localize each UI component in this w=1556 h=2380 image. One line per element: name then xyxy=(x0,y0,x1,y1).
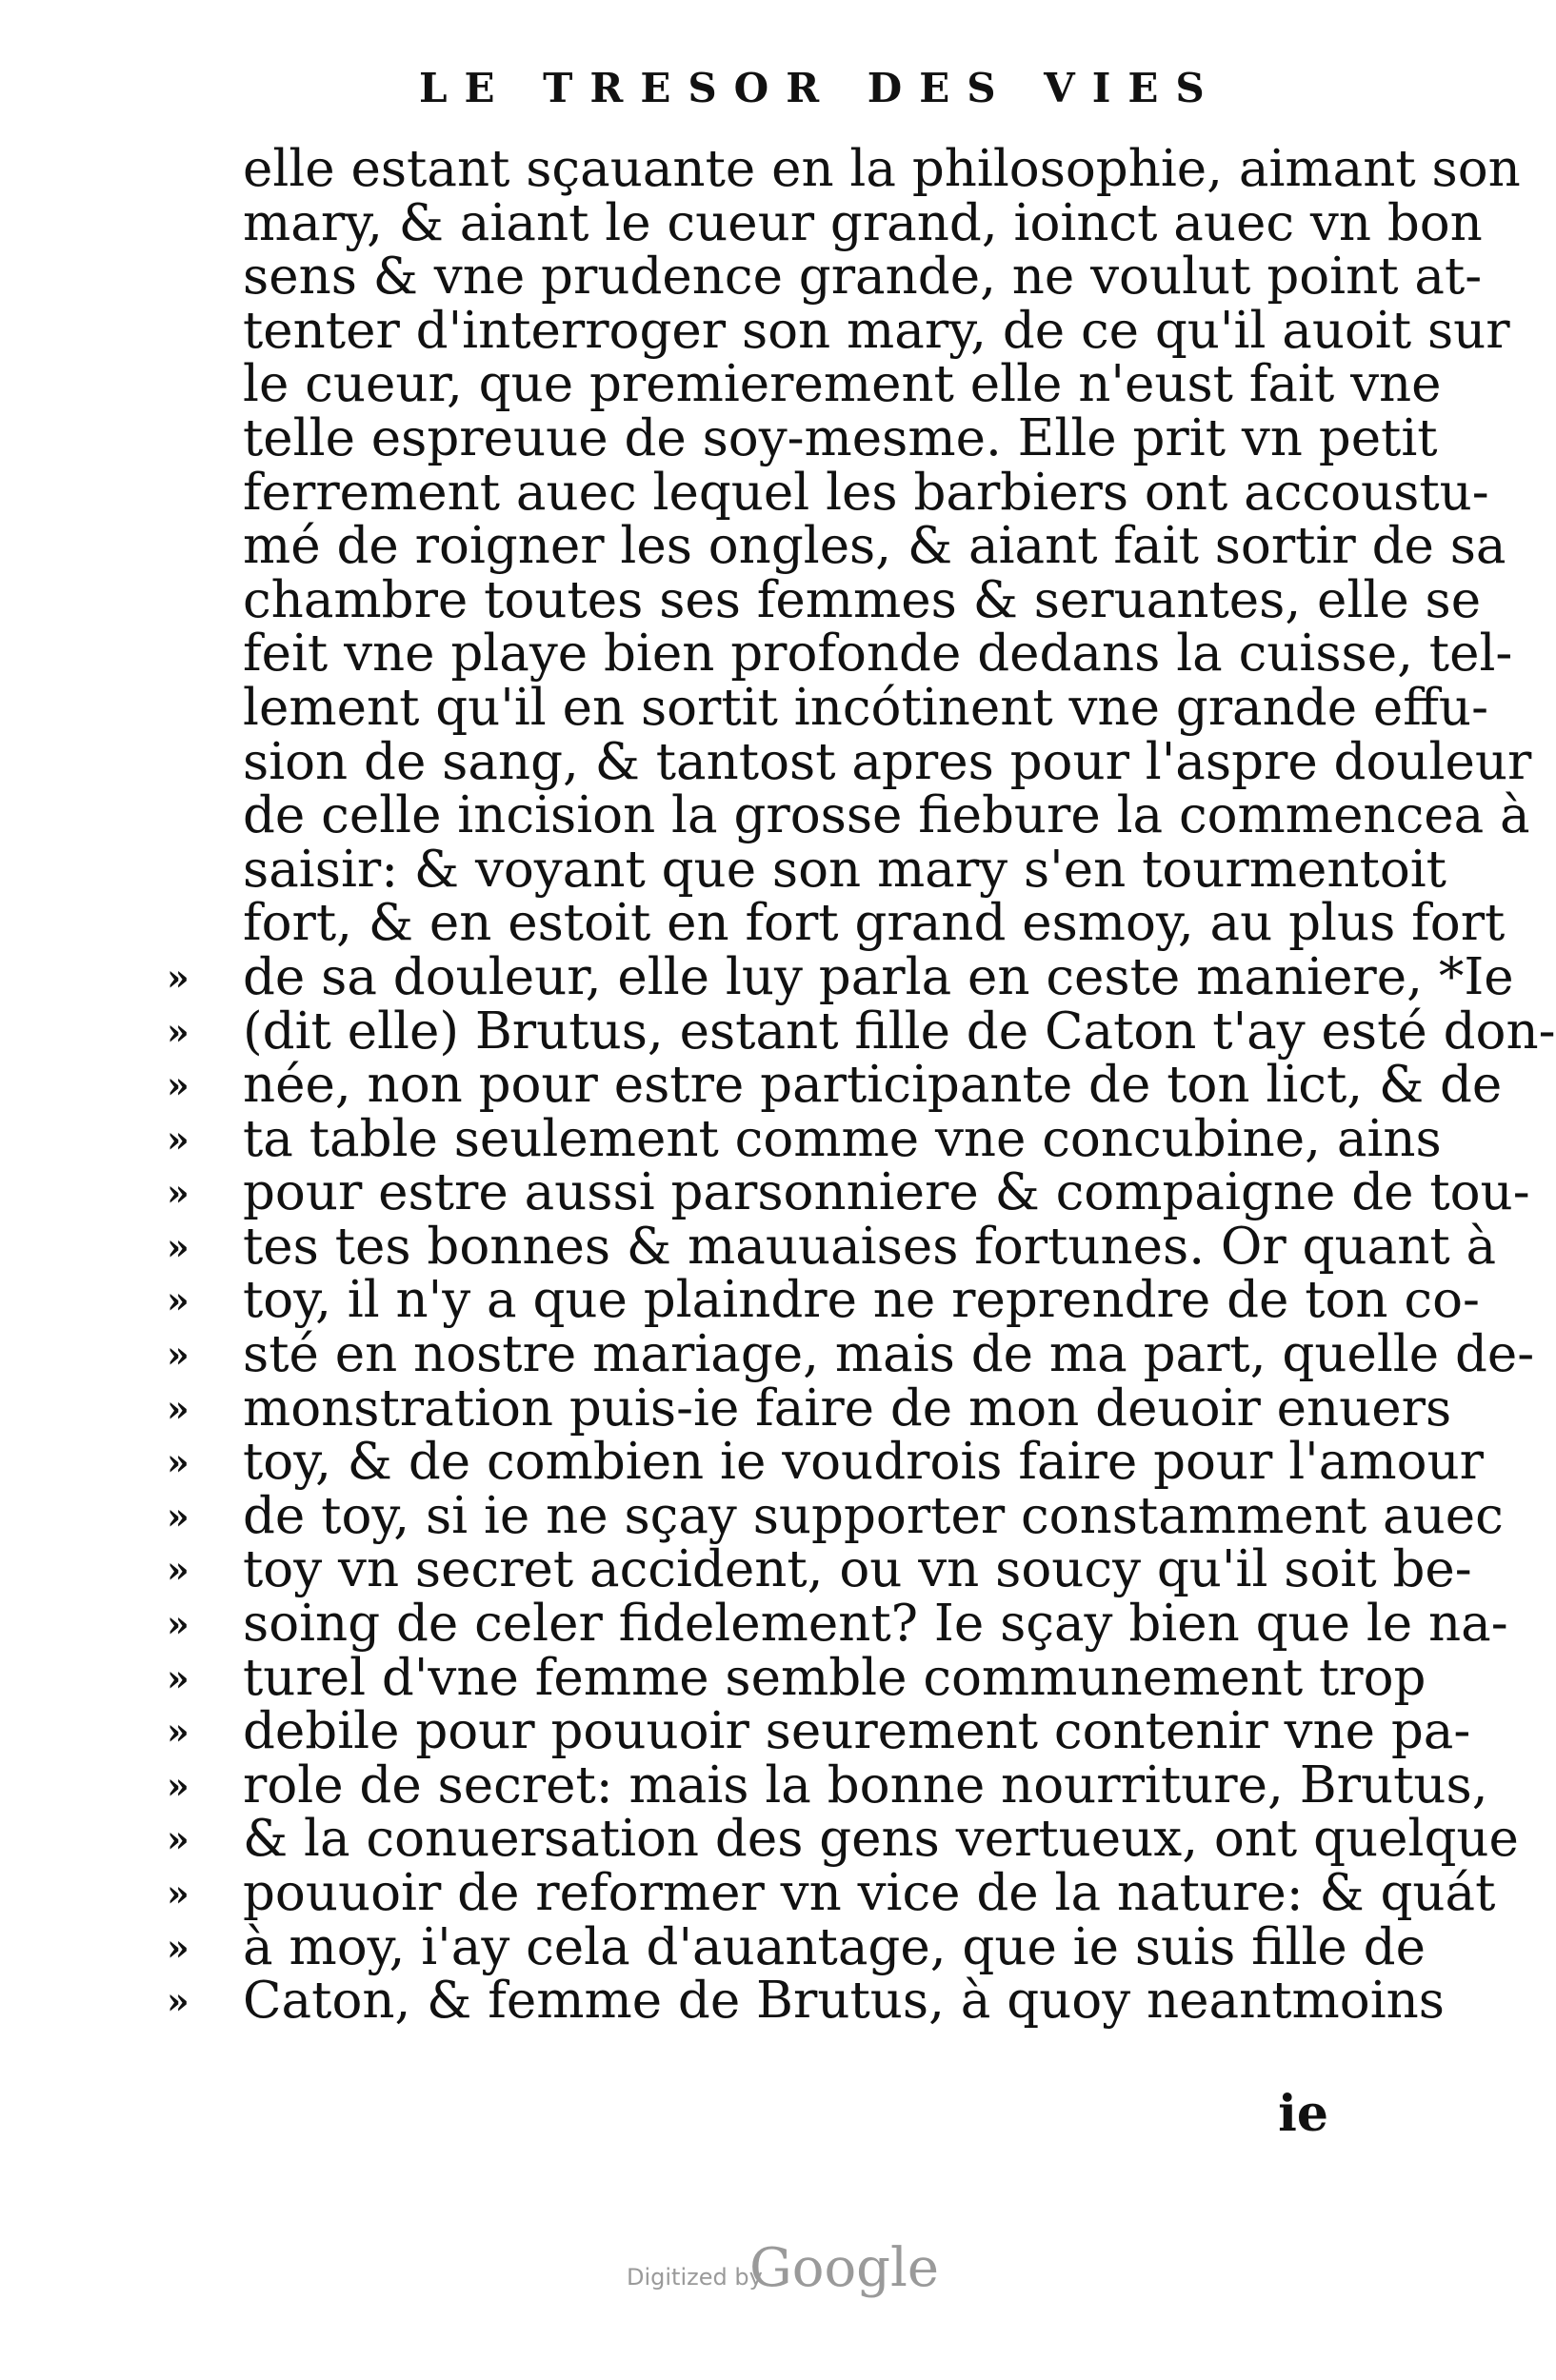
quotation-marker: » xyxy=(167,1009,191,1053)
text-line-content: debile pour pouuoir seurement contenir vne pa- xyxy=(243,1702,1471,1761)
text-line-content: Caton, & femme de Brutus, à quoy neantmoins xyxy=(243,1972,1445,2031)
text-line xyxy=(243,355,1442,414)
text-line xyxy=(167,1540,1472,1599)
text-line xyxy=(243,408,1438,467)
text-line xyxy=(167,1486,1504,1545)
text-line-content: pouuoir de reformer vn vice de la nature: & quát xyxy=(243,1864,1496,1922)
text-line xyxy=(167,1648,1426,1707)
text-line-content: lement qu'il en sortit incótinent vne grande effu- xyxy=(243,678,1488,737)
text-line-content: mé de roigner les ongles, & aiant fait sortir de sa xyxy=(243,517,1506,576)
text-line-content: chambre toutes ses femmes & seruantes, elle se xyxy=(243,570,1482,629)
text-line-content: toy, il n'y a que plaindre ne reprendre de ton co- xyxy=(243,1271,1480,1330)
digitized-by-label: Digitized by xyxy=(627,2264,763,2291)
quotation-marker: » xyxy=(167,1548,191,1592)
text-line xyxy=(243,678,1488,737)
body-text xyxy=(167,140,1556,2031)
text-line-content: née, non pour estre participante de ton lict, & de xyxy=(243,1056,1503,1115)
text-line-content: saisir: & voyant que son mary s'en tourmentoit xyxy=(243,840,1446,899)
text-line-content: feit vne playe bien profonde dedans la cuisse, tel- xyxy=(243,625,1513,684)
text-line xyxy=(167,1595,1508,1654)
quotation-marker: » xyxy=(167,1117,191,1160)
text-line xyxy=(167,1002,1556,1061)
text-line xyxy=(243,140,1521,198)
text-line xyxy=(243,463,1489,522)
quotation-marker: » xyxy=(167,1224,191,1268)
quotation-marker: » xyxy=(167,1333,191,1377)
quotation-marker: » xyxy=(167,1710,191,1754)
text-line xyxy=(243,840,1446,899)
quotation-marker: » xyxy=(167,1763,191,1807)
text-line xyxy=(243,786,1530,845)
quotation-marker: » xyxy=(167,1602,191,1646)
google-watermark: Google xyxy=(749,2237,940,2299)
text-line xyxy=(243,301,1510,360)
quotation-marker: » xyxy=(167,1440,191,1484)
quotation-marker: » xyxy=(167,1817,191,1861)
quotation-marker: » xyxy=(167,1872,191,1914)
text-line-content: tes tes bonnes & mauuaises fortunes. Or quant à xyxy=(243,1217,1497,1276)
text-line-content: tenter d'interroger son mary, de ce qu'il auoit sur xyxy=(243,301,1510,360)
quotation-marker: » xyxy=(167,1925,191,1969)
text-line xyxy=(167,1378,1452,1438)
text-line-content: telle espreuue de soy-mesme. Elle prit vn petit xyxy=(243,408,1438,467)
text-line xyxy=(243,732,1532,791)
text-line-content: ta table seulement comme vne concubine, ains xyxy=(243,1109,1442,1168)
quotation-marker: » xyxy=(167,1979,191,2023)
text-line xyxy=(167,1864,1496,1922)
quotation-marker: » xyxy=(167,1494,191,1537)
text-line-content: sion de sang, & tantost apres pour l'aspre douleur xyxy=(243,732,1532,791)
quotation-marker: » xyxy=(167,1279,191,1322)
text-line xyxy=(167,1163,1530,1222)
text-line xyxy=(167,1271,1480,1330)
text-line xyxy=(243,625,1513,684)
quotation-marker: » xyxy=(167,955,191,999)
text-line xyxy=(167,1056,1503,1115)
text-line-content: monstration puis-ie faire de mon deuoir enuers xyxy=(243,1378,1452,1438)
text-line-content: ferrement auec lequel les barbiers ont accoustu- xyxy=(243,463,1489,522)
text-line-content: de toy, si ie ne sçay supporter constamment auec xyxy=(243,1486,1504,1545)
text-line-content: de celle incision la grosse fiebure la commencea à xyxy=(243,786,1530,845)
text-line-content: turel d'vne femme semble communement trop xyxy=(243,1648,1426,1707)
text-line xyxy=(243,193,1483,252)
text-line-content: à moy, i'ay cela d'auantage, que ie suis fille de xyxy=(243,1917,1426,1976)
text-line-content: elle estant sçauante en la philosophie, aimant son xyxy=(243,140,1521,198)
text-line-content: sens & vne prudence grande, ne voulut point at- xyxy=(243,248,1483,307)
text-line-content: & la conuersation des gens vertueux, ont quelque xyxy=(243,1810,1519,1869)
catchword: ie xyxy=(1278,2085,1328,2143)
text-line-content: role de secret: mais la bonne nourriture, Brutus, xyxy=(243,1755,1488,1815)
text-line xyxy=(243,570,1482,629)
text-line xyxy=(167,1810,1519,1869)
text-line-content: le cueur, que premierement elle n'eust fait vne xyxy=(243,355,1442,414)
text-line xyxy=(167,1325,1535,1384)
text-line xyxy=(167,1109,1442,1168)
text-line-content: sté en nostre mariage, mais de ma part, quelle de- xyxy=(243,1325,1535,1384)
text-line-content: mary, & aiant le cueur grand, ioinct auec vn bon xyxy=(243,193,1483,252)
text-line-content: (dit elle) Brutus, estant fille de Caton t'ay esté don- xyxy=(243,1002,1556,1061)
text-line xyxy=(243,894,1506,953)
running-head: LE TRESOR DES VIES xyxy=(419,65,1222,111)
text-line xyxy=(167,1702,1471,1761)
quotation-marker: » xyxy=(167,1386,191,1430)
text-line xyxy=(243,248,1483,307)
text-line-content: soing de celer fidelement? Ie sçay bien que le na- xyxy=(243,1595,1508,1654)
quotation-marker: » xyxy=(167,1171,191,1215)
text-line xyxy=(167,1433,1484,1492)
text-line xyxy=(167,1972,1445,2031)
text-line-content: toy vn secret accident, ou vn soucy qu'il soit be- xyxy=(243,1540,1472,1599)
text-line-content: toy, & de combien ie voudrois faire pour l'amour xyxy=(243,1433,1484,1492)
quotation-marker: » xyxy=(167,1063,191,1107)
text-line xyxy=(167,1755,1488,1815)
text-line-content: pour estre aussi parsonniere & compaigne de tou- xyxy=(243,1163,1530,1222)
text-line xyxy=(167,947,1514,1006)
text-line xyxy=(167,1917,1426,1976)
text-line-content: de sa douleur, elle luy parla en ceste maniere, *Ie xyxy=(243,947,1514,1006)
text-line-content: fort, & en estoit en fort grand esmoy, au plus fort xyxy=(243,894,1506,953)
text-line xyxy=(243,517,1506,576)
text-line xyxy=(167,1217,1497,1276)
quotation-marker: » xyxy=(167,1656,191,1699)
